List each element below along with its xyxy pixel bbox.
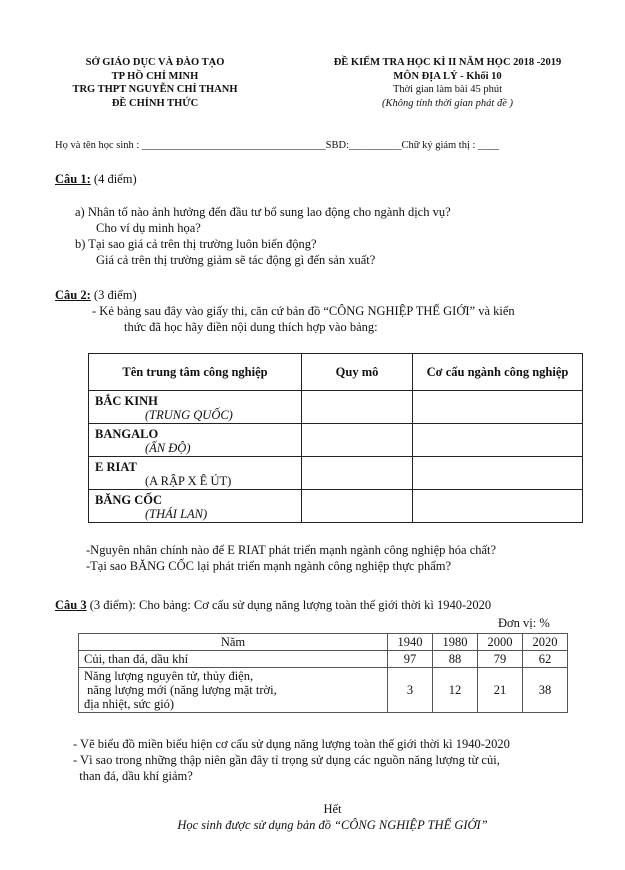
table-header-row xyxy=(89,354,583,391)
question-2-instruction-line-1: - Kẻ bảng sau đây vào giấy thi, căn cứ bản đồ “CÔNG NGHIỆP THẾ GIỚI” và kiến xyxy=(92,304,515,318)
industrial-centers-table xyxy=(88,353,583,523)
question-3-heading xyxy=(55,597,491,613)
header-1940: 1940 xyxy=(388,634,433,651)
center-name: BĂNG CỐC xyxy=(95,493,163,507)
center-cell xyxy=(89,391,302,424)
question-1-part-b-effect: Giá cả trên thị trường giảm sẽ tác động gì đến sản xuất? xyxy=(96,253,376,267)
city-name: TP HỒ CHÍ MINH xyxy=(111,70,199,82)
exam-title: ĐỀ KIỂM TRA HỌC KÌ II NĂM HỌC 2018 -2019 xyxy=(333,57,562,68)
question-1-label: Câu 1: xyxy=(55,172,91,186)
question-1-part-a: a) Nhân tố nào ảnh hưởng đến đầu tư bổ sung lao động cho ngành dịch vụ? xyxy=(75,205,451,219)
question-1-part-b: b) Tại sao giá cả trên thị trường luôn biến động? xyxy=(75,237,317,251)
structure-cell xyxy=(413,457,583,490)
table-row xyxy=(79,651,568,668)
header-year: Năm xyxy=(79,634,388,651)
value-1980: 12 xyxy=(433,668,478,713)
footer-note: Học sinh được sử dụng bản đồ “CÔNG NGHIỆP THẾ GIỚI” xyxy=(177,818,488,832)
question-1-points: (4 điểm) xyxy=(90,172,137,186)
scale-cell xyxy=(302,490,413,523)
exam-subject: MÔN ĐỊA LÝ - Khối 10 xyxy=(393,70,502,82)
center-cell xyxy=(89,490,302,523)
table-row xyxy=(89,457,583,490)
row-label: Củi, than đá, dầu khí xyxy=(79,651,388,668)
value-1940: 3 xyxy=(388,668,433,713)
scale-cell xyxy=(302,457,413,490)
question-3-label: Câu 3 xyxy=(55,598,87,612)
question-1 xyxy=(55,171,595,268)
question-2-instruction-line-2: thức đã học hãy điền nội dung thích hợp vào bảng: xyxy=(124,320,378,334)
question-2-instruction xyxy=(92,303,602,335)
value-1940: 97 xyxy=(388,651,433,668)
table-row xyxy=(89,424,583,457)
question-2-followups xyxy=(86,542,606,574)
task-line: - Vẽ biểu đồ miền biểu hiện cơ cấu sử dụng năng lượng toàn thế giới thời kì 1940-2020 xyxy=(73,737,510,751)
center-cell xyxy=(89,424,302,457)
followup-question: -Tại sao BĂNG CỐC lại phát triển mạnh ngành công nghiệp thực phẩm? xyxy=(86,559,452,573)
row-label-line: năng lượng mới (năng lượng mặt trời, xyxy=(84,683,277,697)
header-1980: 1980 xyxy=(433,634,478,651)
value-2000: 21 xyxy=(478,668,523,713)
center-name: BẮC KINH xyxy=(95,394,158,408)
value-2020: 38 xyxy=(523,668,568,713)
question-2-label: Câu 2: xyxy=(55,288,91,302)
followup-question: -Nguyên nhân chính nào để E RIAT phát triển mạnh ngành công nghiệp hóa chất? xyxy=(86,543,497,557)
unit-label: Đơn vị: % xyxy=(498,616,550,630)
scale-cell xyxy=(302,424,413,457)
structure-cell xyxy=(413,391,583,424)
exam-time: Thời gian làm bài 45 phút xyxy=(392,84,503,95)
official-label: ĐỀ CHÍNH THỨC xyxy=(111,97,199,109)
header-structure: Cơ cấu ngành công nghiệp xyxy=(413,354,583,391)
student-info-line: Họ và tên học sinh : ___________________________________SBD:__________Chữ ký giám thị : ____ xyxy=(55,140,500,151)
question-3-points: (3 điểm): Cho bảng: Cơ cấu sử dụng năng lượng toàn thế giới thời kì 1940-2020 xyxy=(86,598,492,612)
structure-cell xyxy=(413,490,583,523)
header-2020: 2020 xyxy=(523,634,568,651)
row-label xyxy=(79,668,388,713)
task-line: - Vì sao trong những thập niên gần đây tỉ trọng sử dụng các nguồn năng lượng từ củi, xyxy=(73,753,500,767)
row-label-line: địa nhiệt, sức gió) xyxy=(84,697,175,711)
structure-cell xyxy=(413,424,583,457)
header-center-name: Tên trung tâm công nghiệp xyxy=(89,354,302,391)
table-header-row xyxy=(79,634,568,651)
question-1-heading xyxy=(55,171,595,187)
center-country: (A RẬP X Ê ÚT) xyxy=(145,474,232,488)
header-scale: Quy mô xyxy=(302,354,413,391)
row-label-line: Năng lượng nguyên tử, thủy điện, xyxy=(84,669,254,683)
school-name: TRG THPT NGUYỄN CHÍ THANH xyxy=(72,84,238,95)
center-name: BANGALO xyxy=(95,427,159,441)
exam-time-note: (Không tính thời gian phát đề ) xyxy=(381,97,513,109)
task-line: than đá, dầu khí giảm? xyxy=(73,769,193,783)
header-2000: 2000 xyxy=(478,634,523,651)
value-1980: 88 xyxy=(433,651,478,668)
center-country: (TRUNG QUỐC) xyxy=(145,408,233,422)
energy-table xyxy=(78,633,568,713)
question-3-tasks xyxy=(73,736,613,784)
table-row xyxy=(89,490,583,523)
question-2-points: (3 điểm) xyxy=(90,288,137,302)
question-2-heading xyxy=(55,287,137,303)
center-country: (THÁI LAN) xyxy=(145,507,208,521)
center-country: (ẤN ĐỘ) xyxy=(145,441,191,455)
center-name: E RIAT xyxy=(95,460,137,474)
exam-header xyxy=(290,56,605,110)
value-2020: 62 xyxy=(523,651,568,668)
table-row xyxy=(89,391,583,424)
table-row xyxy=(79,668,568,713)
question-1-part-a-example: Cho ví dụ minh họa? xyxy=(96,221,201,235)
end-label: Hết xyxy=(323,802,342,816)
value-2000: 79 xyxy=(478,651,523,668)
center-cell xyxy=(89,457,302,490)
school-header xyxy=(55,56,255,110)
department-name: SỞ GIÁO DỤC VÀ ĐÀO TẠO xyxy=(85,57,225,68)
scale-cell xyxy=(302,391,413,424)
